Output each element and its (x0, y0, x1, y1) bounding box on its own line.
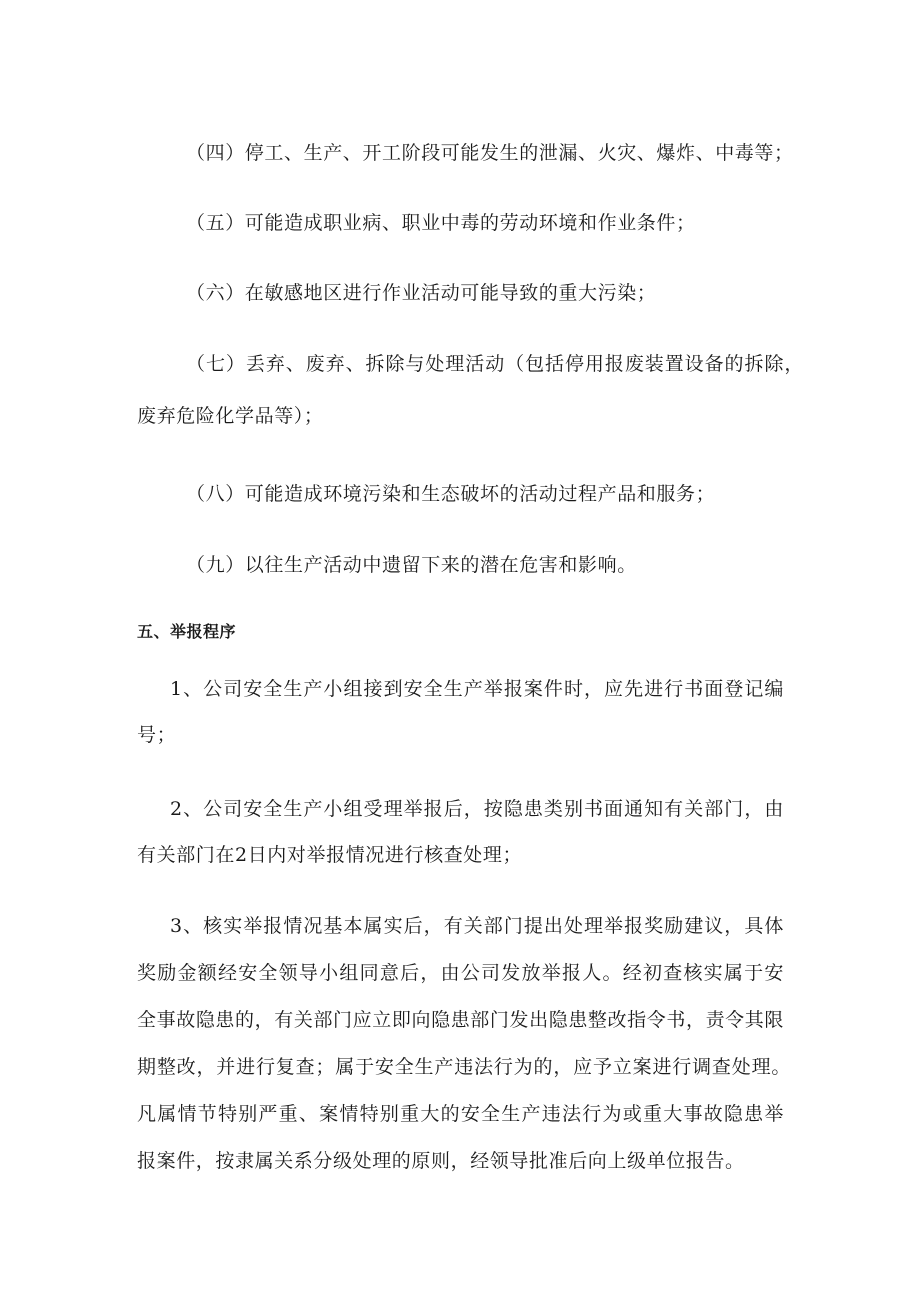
section-heading: 五、举报程序 (137, 622, 237, 641)
list-item-four: （四）停工、生产、开工阶段可能发生的泄漏、火灾、爆炸、中毒等； (186, 142, 794, 164)
procedure-2-line-2: 有关部门在2日内对举报情况进行核查处理； (137, 844, 523, 866)
procedure-3-line-3: 全事故隐患的，有关部门应立即向隐患部门发出隐患整改指令书，责令其限 (137, 1009, 784, 1031)
procedure-1-line-1: 1、公司安全生产小组接到安全生产举报案件时，应先进行书面登记编 (170, 678, 784, 700)
procedure-2-line-1: 2、公司安全生产小组受理举报后，按隐患类别书面通知有关部门，由 (170, 798, 784, 820)
list-item-five: （五）可能造成职业病、职业中毒的劳动环境和作业条件； (186, 212, 696, 234)
list-item-seven-line-1: （七）丢弃、废弃、拆除与处理活动（包括停用报废装置设备的拆除， (186, 353, 804, 375)
procedure-3-line-6: 报案件，按隶属关系分级处理的原则，经领导批准后向上级单位报告。 (137, 1150, 745, 1172)
procedure-3-line-2: 奖励金额经安全领导小组同意后，由公司发放举报人。经初查核实属于安 (137, 962, 784, 984)
list-item-six: （六）在敏感地区进行作业活动可能导致的重大污染； (186, 282, 657, 304)
procedure-3-line-1: 3、核实举报情况基本属实后，有关部门提出处理举报奖励建议，具体 (170, 915, 784, 937)
list-item-seven-line-2: 废弃危险化学品等）； (137, 405, 324, 427)
list-item-nine: （九）以往生产活动中遗留下来的潜在危害和影响。 (186, 554, 637, 576)
list-item-eight: （八）可能造成环境污染和生态破坏的活动过程产品和服务； (186, 483, 716, 505)
procedure-3-line-4: 期整改，并进行复查；属于安全生产违法行为的，应予立案进行调查处理。 (137, 1056, 791, 1078)
procedure-3-line-5: 凡属情节特别严重、案情特别重大的安全生产违法行为或重大事故隐患举 (137, 1103, 784, 1125)
procedure-1-line-2: 号； (137, 724, 177, 746)
